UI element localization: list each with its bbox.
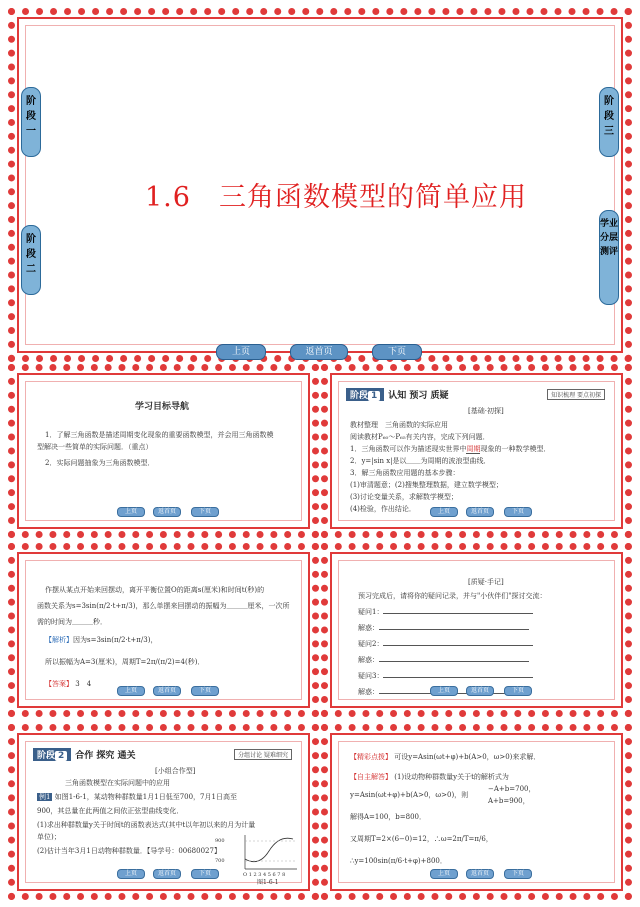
answer-label: 解惑： (358, 656, 379, 664)
solution-label: 【自主解答】 (350, 773, 392, 781)
answer-line (358, 654, 529, 666)
objective-line: 1．了解三角函数是描述周期变化现象的重要函数模型，并会用三角函数模 (45, 431, 274, 439)
slide-solution (321, 724, 632, 900)
text-line: (1)求出种群数量y关于时间t的函数表达式(其中t以年初以来的月为计量 (37, 821, 256, 829)
text-line: 作摆从某点开始来回摆动，离开平衡位置O的距离s(厘米)和时间t(秒)的 (45, 586, 265, 594)
section-subheading: [基础·初探] (468, 407, 504, 415)
next-page-button[interactable]: 下页 (372, 344, 422, 360)
text-line (45, 678, 91, 690)
answer-label: 【答案】 (45, 680, 73, 688)
home-button[interactable]: 返首页 (466, 686, 494, 696)
x-tick-labels: O 1 2 3 4 5 6 7 8 (243, 872, 286, 878)
answer-blank (379, 661, 529, 662)
tab-stage-two[interactable]: 阶段二 (21, 225, 41, 295)
slide-preview (321, 364, 632, 538)
prev-page-button[interactable]: 上页 (117, 686, 145, 696)
stage-title: 合作 探究 通关 (75, 751, 136, 761)
stage-label: 阶段 (37, 751, 56, 761)
slide-objectives (8, 364, 319, 538)
stage-badge (346, 388, 384, 401)
text-line (45, 634, 157, 646)
tab-stage-three[interactable]: 阶段三 (599, 87, 619, 157)
section-subheading: [质疑·手记] (468, 578, 504, 586)
text-line: 3．解三角函数应用题的基本步骤： (350, 469, 460, 477)
answer-label: 解惑： (358, 688, 379, 696)
text-part: 如图1-6-1，某动物种群数量1月1日低至700，7月1日高至 (54, 793, 237, 801)
text-line: 阅读教材P₆₀～P₆₅有关内容，完成下列问题． (350, 433, 490, 441)
answer-blank (383, 677, 533, 678)
stage-number: 2 (55, 751, 67, 761)
page-title: 1.6 三角函数模型的简单应用 (145, 182, 527, 213)
stage-title: 认知 预习 质疑 (388, 391, 449, 401)
text-part: 1．三角函数可以作为描述现实世界中 (350, 445, 467, 453)
answer-blank (379, 629, 529, 630)
stage-tag: 分组讨论 疑难细究 (234, 749, 292, 760)
answer-blank (383, 645, 533, 646)
answer-label: 解惑： (358, 624, 379, 632)
text-line: 所以振幅为A=3(厘米)，周期T=2π/(π/2)=4(秒)． (45, 658, 205, 666)
example-label: 例1 (39, 793, 51, 801)
tab-stage-one[interactable]: 阶段一 (21, 87, 41, 157)
home-button[interactable]: 返首页 (153, 869, 181, 879)
text-line: 又周期T=2×(6−0)=12，∴ω=2π/T=π/6， (350, 835, 493, 843)
home-button[interactable]: 返首页 (466, 869, 494, 879)
text-line: y=Asin(ωt+φ)+b(A>0，ω>0)，则 (350, 791, 469, 799)
text-line (350, 771, 509, 783)
prev-page-button[interactable]: 上页 (117, 507, 145, 517)
stage-badge (33, 748, 71, 761)
section-subheading: [小组合作型] (155, 767, 196, 775)
objectives-heading: 学习目标导航 (135, 402, 190, 412)
stage-header (33, 748, 136, 762)
solution-text: (1)设动物种群数量y关于t的解析式为 (394, 773, 509, 781)
main-slide (8, 8, 632, 362)
text-line (37, 791, 237, 803)
text-line: (3)讨论变量关系，求解数学模型； (350, 493, 458, 501)
stage-number: 1 (368, 391, 380, 401)
question-label: 疑问3： (358, 672, 384, 680)
answer-text: 3 4 (75, 680, 92, 688)
question-line (358, 606, 533, 618)
next-page-button[interactable]: 下页 (191, 686, 219, 696)
text-line (350, 443, 550, 455)
tab-assessment[interactable]: 学业分层测评 (599, 210, 619, 305)
text-line: (1)审清题意；(2)搜集整理数据，建立数学模型； (350, 481, 503, 489)
text-line: 函数关系为s=3sin(π/2·t+π/3)，那么单摆来回摆动的振幅为＿＿＿厘米，一次所 (37, 602, 290, 610)
prev-page-button[interactable]: 上页 (430, 507, 458, 517)
question-line (358, 638, 533, 650)
hint-label: 【精彩点拨】 (350, 753, 392, 761)
home-button[interactable]: 返首页 (466, 507, 494, 517)
hint-text: 可设y=Asin(ωt+φ)+b(A>0，ω>0)来求解． (394, 753, 541, 761)
stage-header (346, 388, 449, 402)
question-line (358, 670, 533, 682)
objective-line: 2．实际问题抽象为三角函数模型． (45, 459, 155, 467)
equation-line: −A+b=700， (488, 785, 536, 793)
analysis-label: 【解析】 (45, 636, 73, 644)
stage-label: 阶段 (350, 391, 369, 401)
prev-page-button[interactable]: 上页 (216, 344, 266, 360)
next-page-button[interactable]: 下页 (191, 869, 219, 879)
slide-pendulum-problem (8, 543, 319, 717)
question-label: 疑问2： (358, 640, 384, 648)
analysis-text: 因为s=3sin(π/2·t+π/3)， (73, 636, 158, 644)
text-line: 需的时间为＿＿＿秒． (37, 618, 107, 626)
equation-line: A+b=900， (488, 797, 530, 805)
next-page-button[interactable]: 下页 (504, 686, 532, 696)
y-label-700: 700 (215, 858, 225, 864)
text-line: (4)检验，作出结论． (350, 505, 416, 513)
topic-line: 三角函数模型在实际问题中的应用 (65, 779, 170, 787)
stage-tag: 知识梳理 要点初探 (547, 389, 605, 400)
home-button[interactable]: 返首页 (153, 686, 181, 696)
y-label-900: 900 (215, 838, 225, 844)
question-label: 疑问1： (358, 608, 384, 616)
home-button[interactable]: 返首页 (290, 344, 348, 360)
prev-page-button[interactable]: 上页 (117, 869, 145, 879)
text-line: 预习完成后，请将你的疑问记录，并与"小伙伴们"探讨交流： (358, 592, 547, 600)
next-page-button[interactable]: 下页 (191, 507, 219, 517)
home-button[interactable]: 返首页 (153, 507, 181, 517)
fill-answer: 周期 (466, 445, 481, 453)
objective-line: 型解决一些简单的实际问题．（重点） (37, 443, 153, 451)
next-page-button[interactable]: 下页 (504, 869, 532, 879)
text-line: 单位)； (37, 833, 61, 841)
text-line: 教材整理 三角函数的实际应用 (350, 421, 448, 429)
slide-example-problem (8, 724, 319, 900)
text-line: 900，其总量在此两值之间依正弦型曲线变化． (37, 807, 184, 815)
text-line: ∴y=100sin(π/6·t+φ)+800． (350, 857, 447, 865)
answer-line (358, 622, 529, 634)
slide-questions-notes (321, 543, 632, 717)
prev-page-button[interactable]: 上页 (430, 869, 458, 879)
text-line: 解得A=100，b=800． (350, 813, 426, 821)
text-line (350, 751, 540, 763)
figure-caption: 图1-6-1 (257, 879, 279, 886)
answer-blank (383, 613, 533, 614)
text-part: 现象的一种数学模型． (480, 445, 551, 453)
prev-page-button[interactable]: 上页 (430, 686, 458, 696)
next-page-button[interactable]: 下页 (504, 507, 532, 517)
text-line: (2)估计当年3月1日动物种群数量．【导学号：00680027】 (37, 847, 221, 855)
text-line: 2．y=|sin x|是以＿＿为周期的波浪型曲线． (350, 457, 491, 465)
